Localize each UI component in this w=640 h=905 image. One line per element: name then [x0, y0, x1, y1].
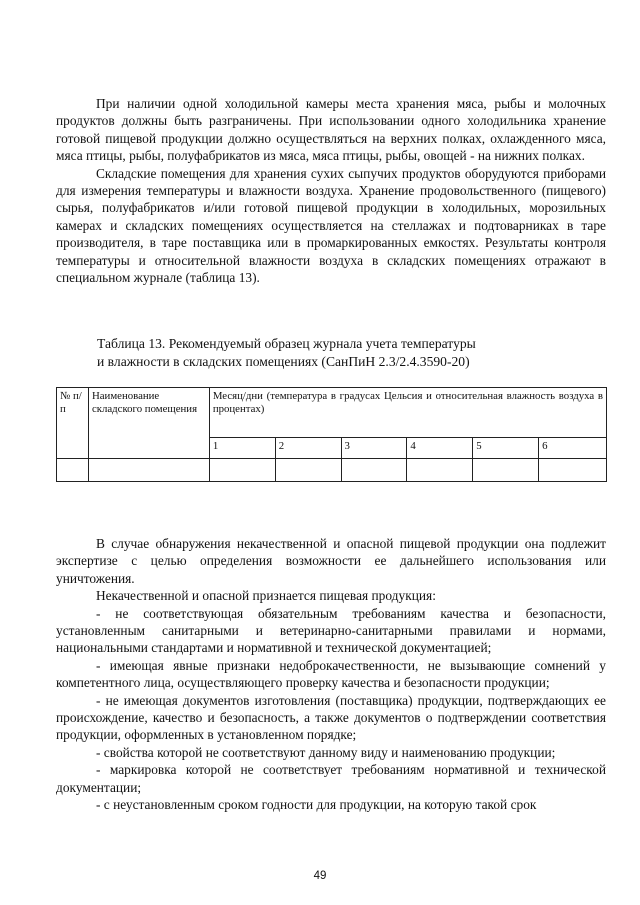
- day-number-cell: 5: [473, 438, 539, 459]
- list-item: - с неустановленным сроком годности для продукции, на которую такой срок: [96, 797, 537, 813]
- day-number-cell: 2: [275, 438, 341, 459]
- day-number-cell: 3: [341, 438, 407, 459]
- table-caption-line: и влажности в складских помещениях (СанПиН 2.3/2.4.3590-20): [97, 353, 470, 369]
- list-item: - свойства которой не соответствуют данному виду и наименованию продукции;: [96, 744, 556, 760]
- header-cell-room-name: Наименование складского помещения: [88, 388, 209, 459]
- list-item: - маркировка которой не соответствует требованиям нормативной и технической документации;: [56, 762, 606, 795]
- text-block-bottom: [56, 535, 606, 814]
- list-item: - имеющая явные признаки недоброкачественности, не вызывающие сомнений у компетентного лица, осуществляющего проверку качества и безопасности продукции;: [56, 657, 606, 691]
- paragraph: Складские помещения для хранения сухих сыпучих продуктов оборудуются приборами для измерения температуры и влажности воздуха. Хранение продовольственного (пищевого) сырья, полуфабрикатов и/или готовой пищевой продукции в холодильных, морозильных камерах и складских помещениях осуществляется на стеллажах и подтоварниках в таре производителя, в таре поставщика или в промаркированных емкостях. Результаты контроля температуры и относительной влажности воздуха в складских помещениях отражают в специальном журнале (таблица 13).: [56, 165, 606, 286]
- page-number: 49: [313, 870, 327, 882]
- empty-cell: [539, 459, 607, 482]
- header-cell-month-days: Месяц/дни (температура в градусах Цельсия и относительная влажность воздуха в процентах): [209, 388, 606, 438]
- paragraph: Некачественной и опасной признается пищевая продукция:: [96, 588, 436, 604]
- list-item: - не соответствующая обязательным требованиям качества и безопасности, установленным санитарными и ветеринарно-санитарными правилами и нормами, национальными стандартами и нормативной и технической документацией;: [56, 605, 606, 656]
- empty-cell: [209, 459, 275, 482]
- header-cell-number: № п/п: [57, 388, 89, 459]
- empty-cell: [275, 459, 341, 482]
- text-block-top: [56, 95, 606, 286]
- paragraph: При наличии одной холодильной камеры места хранения мяса, рыбы и молочных продуктов должны быть разграничены. При использовании одного холодильника хранение готовой пищевой продукции должно осуществляться на верхних полках, охлажденного мяса, мяса птицы, рыбы, полуфабрикатов из мяса, мяса птицы, рыбы, овощей - на нижних полках.: [56, 96, 606, 164]
- empty-cell: [341, 459, 407, 482]
- empty-cell: [407, 459, 473, 482]
- list-item: - не имеющая документов изготовления (поставщика) продукции, подтверждающих ее происхождение, качество и безопасность, а также документов о подтверждении соответствия продукции, оформленных в установленном порядке;: [56, 692, 606, 743]
- empty-cell: [88, 459, 209, 482]
- day-number-cell: 6: [539, 438, 607, 459]
- empty-cell: [57, 459, 89, 482]
- day-number-cell: 4: [407, 438, 473, 459]
- temperature-humidity-journal-table: [56, 387, 607, 482]
- day-number-cell: 1: [209, 438, 275, 459]
- empty-cell: [473, 459, 539, 482]
- paragraph: В случае обнаружения некачественной и опасной пищевой продукции она подлежит экспертизе с целью определения возможности ее дальнейшего использования или уничтожения.: [56, 536, 606, 586]
- table-caption: [97, 335, 567, 370]
- table-caption-line: Таблица 13. Рекомендуемый образец журнала учета температуры: [97, 336, 476, 351]
- table-header-row: [57, 388, 607, 438]
- table-empty-row: [57, 459, 607, 482]
